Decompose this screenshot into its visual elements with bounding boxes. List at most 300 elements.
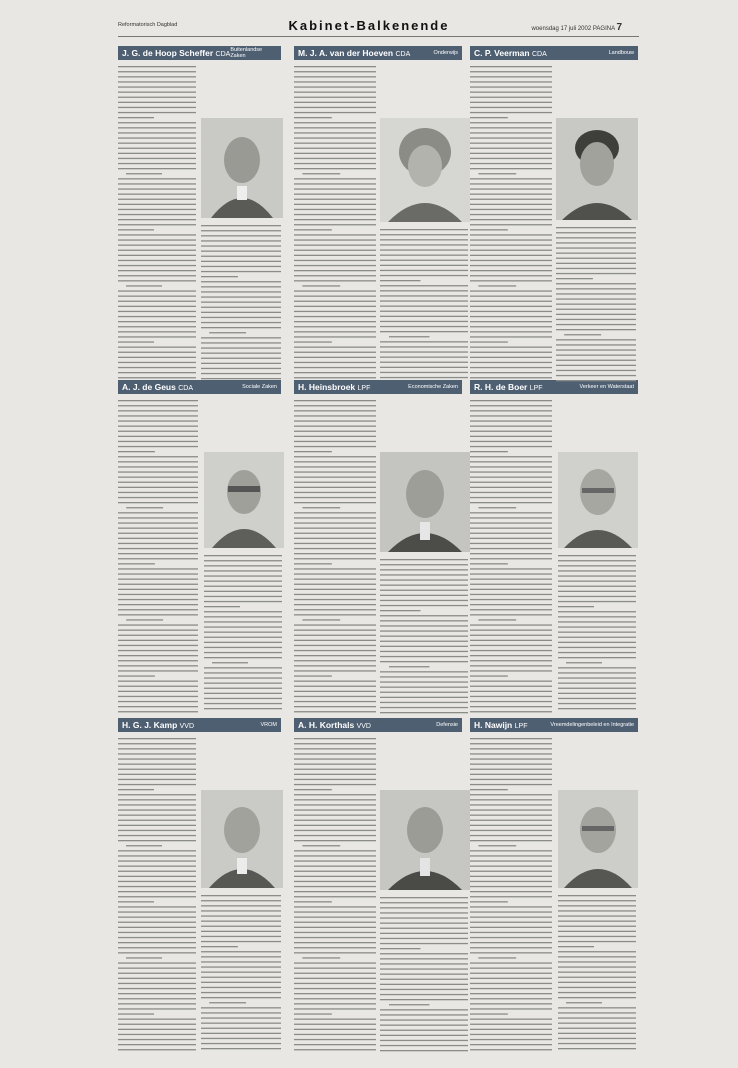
text-line: [294, 594, 376, 595]
text-line: [118, 769, 196, 770]
text-line: [558, 591, 636, 592]
text-line: [302, 957, 340, 958]
text-line: [118, 706, 198, 707]
text-line: [204, 621, 282, 622]
text-line: [204, 683, 282, 684]
text-line: [294, 860, 376, 861]
text-line: [118, 441, 198, 442]
article-text-column: [470, 735, 554, 1055]
text-line: [470, 255, 552, 256]
text-line: [380, 341, 468, 342]
date-line: [531, 22, 622, 33]
text-line: [118, 86, 196, 87]
text-line: [118, 758, 196, 759]
text-line: [556, 247, 636, 248]
text-line: [470, 825, 552, 826]
text-line: [294, 528, 376, 529]
text-line: [118, 609, 198, 610]
text-line: [294, 650, 376, 651]
profile-name: A. H. Korthals VVD: [298, 720, 371, 730]
text-line: [118, 466, 198, 467]
text-line: [201, 1048, 281, 1049]
text-line: [380, 656, 468, 657]
text-line: [380, 1014, 468, 1015]
text-line: [118, 199, 196, 200]
text-line: [118, 594, 198, 595]
text-line: [201, 368, 281, 369]
text-line: [380, 351, 468, 352]
text-line: [470, 947, 552, 948]
text-line: [118, 738, 196, 739]
text-line: [470, 132, 552, 133]
text-line: [556, 355, 636, 356]
text-line: [201, 956, 281, 957]
text-line: [201, 1028, 281, 1029]
text-line: [558, 652, 636, 653]
text-line: [470, 1003, 552, 1004]
text-line: [294, 127, 376, 128]
text-line: [470, 219, 552, 220]
text-line: [470, 296, 552, 297]
text-line: [118, 471, 198, 472]
text-line: [294, 947, 376, 948]
text-line: [294, 830, 376, 831]
text-line: [470, 306, 552, 307]
text-line: [201, 271, 281, 272]
text-line: [118, 204, 196, 205]
text-line: [118, 558, 198, 559]
text-line: [118, 691, 198, 692]
text-line: [118, 194, 196, 195]
text-line: [556, 263, 636, 264]
text-line: [380, 923, 468, 924]
text-line: [558, 626, 636, 627]
text-line: [294, 962, 376, 963]
text-line: [294, 871, 376, 872]
text-line: [470, 871, 552, 872]
text-line: [558, 951, 636, 952]
text-line: [118, 840, 196, 841]
text-line: [470, 199, 552, 200]
portrait-photo: [380, 790, 470, 890]
text-line: [118, 316, 196, 317]
text-line: [294, 896, 376, 897]
text-line: [558, 910, 636, 911]
text-line: [294, 326, 376, 327]
text-line: [201, 261, 281, 262]
profile-band: [118, 380, 281, 394]
text-line: [118, 604, 198, 605]
text-line: [470, 234, 552, 235]
text-line: [470, 553, 552, 554]
text-line: [118, 696, 198, 697]
text-line: [558, 1048, 636, 1049]
text-line: [118, 968, 196, 969]
text-line: [118, 563, 155, 564]
article-text-column: [380, 894, 470, 1055]
text-line: [118, 76, 196, 77]
text-line: [118, 1013, 154, 1014]
text-line: [470, 275, 552, 276]
text-line: [118, 477, 198, 478]
text-line: [118, 522, 198, 523]
text-line: [294, 400, 376, 401]
text-line: [118, 420, 198, 421]
text-line: [204, 647, 282, 648]
newspaper-name: Reformatorisch Dagblad: [118, 22, 178, 28]
text-line: [118, 901, 154, 902]
text-line: [118, 275, 196, 276]
text-line: [118, 850, 196, 851]
text-line: [470, 738, 552, 739]
text-line: [558, 977, 636, 978]
text-line: [470, 635, 552, 636]
text-line: [294, 998, 376, 999]
text-line: [470, 372, 552, 373]
text-line: [201, 230, 281, 231]
text-line: [118, 927, 196, 928]
text-line: [118, 568, 198, 569]
text-line: [566, 662, 602, 663]
text-line: [470, 97, 552, 98]
text-line: [294, 675, 332, 676]
text-line: [118, 952, 196, 953]
text-line: [558, 683, 636, 684]
text-line: [118, 1008, 196, 1009]
text-line: [126, 957, 162, 958]
text-line: [380, 326, 468, 327]
article-text-column: [294, 735, 378, 1055]
text-line: [118, 711, 198, 712]
text-line: [118, 855, 196, 856]
text-line: [118, 148, 196, 149]
text-line: [118, 352, 196, 353]
page-label: PAGINA: [592, 26, 615, 32]
text-line: [118, 635, 198, 636]
text-line: [558, 931, 636, 932]
text-line: [118, 461, 198, 462]
text-line: [556, 365, 636, 366]
text-line: [294, 584, 376, 585]
text-line: [201, 941, 281, 942]
text-line: [201, 373, 281, 374]
text-line: [118, 239, 196, 240]
text-line: [470, 543, 552, 544]
text-line: [470, 804, 552, 805]
text-line: [470, 973, 552, 974]
text-line: [118, 922, 196, 923]
text-line: [201, 926, 281, 927]
text-line: [470, 538, 552, 539]
text-line: [380, 569, 468, 570]
text-line: [294, 655, 376, 656]
text-line: [380, 377, 468, 378]
text-line: [201, 921, 281, 922]
text-line: [470, 517, 552, 518]
portrait-photo: [380, 118, 470, 222]
text-line: [201, 281, 281, 282]
text-line: [294, 482, 376, 483]
text-line: [201, 251, 281, 252]
text-line: [470, 911, 552, 912]
text-line: [201, 347, 281, 348]
text-line: [118, 290, 196, 291]
portrait-photo: [558, 790, 638, 888]
text-line: [294, 477, 376, 478]
text-line: [204, 581, 282, 582]
text-line: [470, 178, 552, 179]
text-line: [380, 948, 421, 949]
text-line: [294, 321, 376, 322]
text-line: [201, 1023, 281, 1024]
text-line: [294, 609, 376, 610]
text-line: [558, 895, 636, 896]
text-line: [558, 1023, 636, 1024]
text-line: [294, 446, 376, 447]
text-line: [294, 906, 376, 907]
text-line: [470, 624, 552, 625]
text-line: [294, 691, 376, 692]
text-line: [201, 936, 281, 937]
text-line: [294, 97, 376, 98]
text-line: [470, 341, 508, 342]
text-line: [380, 630, 468, 631]
text-line: [294, 635, 376, 636]
text-line: [118, 372, 196, 373]
text-line: [380, 902, 468, 903]
text-line: [470, 937, 552, 938]
text-line: [470, 533, 552, 534]
text-line: [294, 275, 376, 276]
text-line: [558, 1043, 636, 1044]
text-line: [118, 102, 196, 103]
text-line: [294, 558, 376, 559]
text-line: [558, 941, 636, 942]
text-line: [294, 799, 376, 800]
text-line: [294, 743, 376, 744]
text-line: [470, 400, 552, 401]
text-line: [204, 642, 282, 643]
text-line: [201, 987, 281, 988]
text-line: [380, 912, 468, 913]
text-line: [470, 998, 552, 999]
text-line: [294, 301, 376, 302]
text-line: [470, 696, 552, 697]
article-text-column: [556, 224, 638, 382]
profile-name: A. J. de Geus CDA: [122, 382, 194, 392]
text-line: [380, 1019, 468, 1020]
text-line: [470, 942, 552, 943]
text-line: [470, 431, 552, 432]
text-line: [118, 426, 198, 427]
text-line: [558, 987, 636, 988]
text-line: [470, 978, 552, 979]
text-line: [118, 321, 196, 322]
text-line: [380, 559, 468, 560]
text-line: [118, 799, 196, 800]
text-line: [558, 961, 636, 962]
text-line: [470, 764, 552, 765]
text-line: [556, 298, 636, 299]
text-line: [294, 92, 376, 93]
text-line: [204, 637, 282, 638]
text-line: [201, 312, 281, 313]
text-line: [380, 933, 468, 934]
text-line: [558, 693, 636, 694]
text-line: [380, 697, 468, 698]
text-line: [204, 591, 282, 592]
text-line: [294, 239, 376, 240]
text-line: [558, 703, 636, 704]
text-line: [389, 1004, 430, 1005]
profile-band: [470, 46, 638, 60]
text-line: [470, 983, 552, 984]
text-line: [294, 774, 376, 775]
text-line: [201, 915, 281, 916]
text-line: [118, 538, 198, 539]
text-line: [118, 650, 198, 651]
text-line: [118, 456, 198, 457]
text-line: [470, 316, 552, 317]
text-line: [294, 497, 376, 498]
text-line: [470, 630, 552, 631]
text-line: [470, 548, 552, 549]
text-line: [470, 326, 552, 327]
text-line: [294, 178, 376, 179]
text-line: [201, 296, 281, 297]
profile-de-hoop-scheffer: [118, 46, 281, 60]
profile-band: [470, 718, 638, 732]
text-line: [470, 743, 552, 744]
text-line: [294, 224, 376, 225]
article-text-column: [380, 226, 470, 382]
text-line: [470, 229, 508, 230]
text-line: [380, 1025, 468, 1026]
text-line: [118, 357, 196, 358]
text-line: [201, 235, 281, 236]
text-line: [380, 357, 468, 358]
text-line: [118, 675, 155, 676]
text-line: [294, 168, 376, 169]
text-line: [118, 311, 196, 312]
text-line: [294, 492, 376, 493]
text-line: [470, 158, 552, 159]
text-line: [470, 466, 552, 467]
text-line: [470, 830, 552, 831]
profile-name: H. Nawijn LPF: [474, 720, 528, 730]
text-line: [556, 329, 636, 330]
text-line: [380, 636, 468, 637]
text-line: [118, 153, 196, 154]
text-line: [470, 446, 552, 447]
text-line: [118, 942, 196, 943]
text-line: [204, 596, 282, 597]
text-line: [294, 1013, 332, 1014]
portrait-photo: [204, 452, 284, 548]
text-line: [294, 132, 376, 133]
text-line: [118, 367, 196, 368]
text-line: [118, 183, 196, 184]
text-line: [118, 579, 198, 580]
article-text-column: [470, 397, 554, 715]
text-line: [294, 357, 376, 358]
text-line: [118, 92, 196, 93]
text-line: [556, 278, 593, 279]
text-line: [470, 681, 552, 682]
text-line: [294, 809, 376, 810]
text-line: [556, 324, 636, 325]
text-line: [118, 178, 196, 179]
text-line: [201, 931, 281, 932]
text-line: [294, 942, 376, 943]
text-line: [470, 891, 552, 892]
text-line: [118, 1034, 196, 1035]
text-line: [558, 586, 636, 587]
text-line: [294, 204, 376, 205]
text-line: [294, 988, 376, 989]
text-line: [118, 820, 196, 821]
text-line: [558, 905, 636, 906]
text-line: [380, 1035, 468, 1036]
text-line: [470, 886, 552, 887]
profile-veerman: [470, 46, 638, 60]
text-line: [201, 363, 281, 364]
text-line: [118, 660, 198, 661]
text-line: [470, 815, 552, 816]
text-line: [556, 370, 636, 371]
text-line: [294, 686, 376, 687]
text-line: [118, 584, 198, 585]
text-line: [294, 234, 376, 235]
text-line: [204, 677, 282, 678]
text-line: [118, 886, 196, 887]
profile-de-geus: [118, 380, 281, 394]
text-line: [118, 655, 198, 656]
text-line: [470, 76, 552, 77]
text-line: [294, 978, 376, 979]
profile-ministry: VROM: [260, 722, 277, 728]
text-line: [556, 314, 636, 315]
text-line: [118, 168, 196, 169]
text-line: [201, 378, 281, 379]
text-line: [556, 237, 636, 238]
text-line: [380, 234, 468, 235]
text-line: [294, 548, 376, 549]
text-line: [294, 630, 376, 631]
text-line: [470, 265, 552, 266]
text-line: [118, 624, 198, 625]
text-line: [201, 317, 281, 318]
text-line: [470, 209, 552, 210]
text-line: [470, 901, 508, 902]
text-line: [204, 698, 282, 699]
text-line: [470, 436, 552, 437]
text-line: [470, 107, 552, 108]
text-line: [558, 672, 636, 673]
text-line: [470, 301, 552, 302]
text-line: [556, 309, 636, 310]
text-line: [380, 897, 468, 898]
text-line: [118, 331, 196, 332]
text-line: [470, 1034, 552, 1035]
text-line: [470, 568, 552, 569]
text-line: [294, 471, 376, 472]
text-line: [380, 579, 468, 580]
text-line: [380, 676, 468, 677]
text-line: [118, 415, 198, 416]
text-line: [470, 66, 552, 67]
issue-date: woensdag 17 juli 2002: [531, 26, 592, 32]
